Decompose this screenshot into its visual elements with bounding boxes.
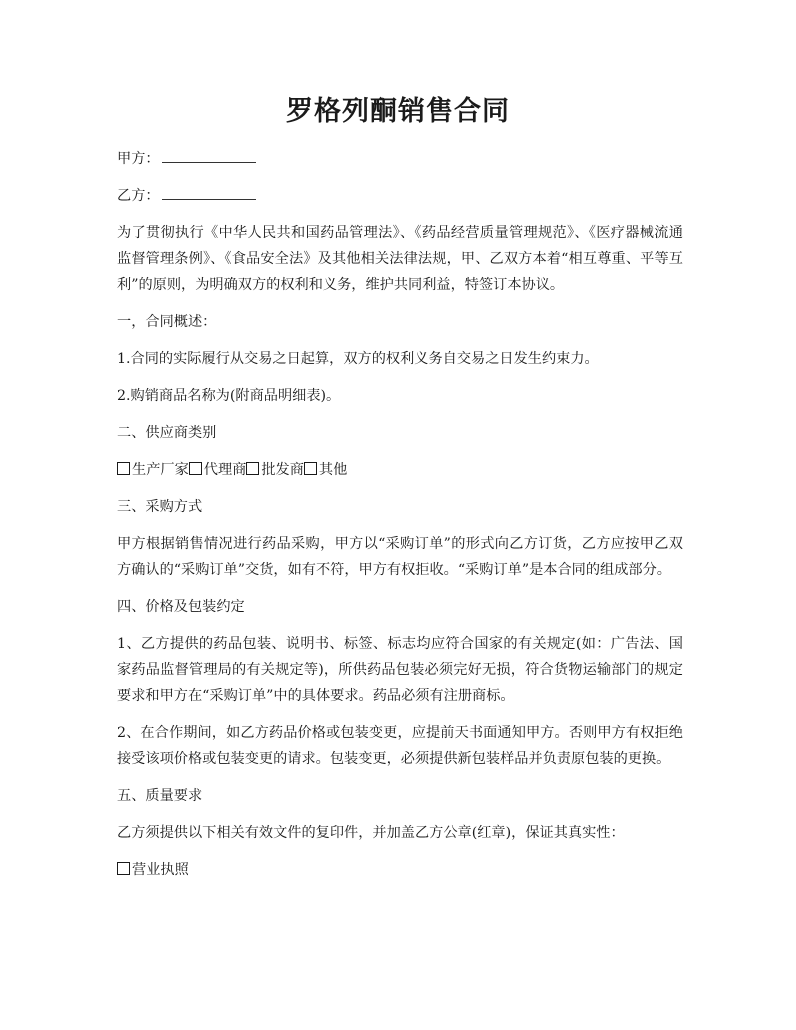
checkbox-icon [117, 462, 130, 475]
party-b-label: 乙方： [117, 188, 160, 204]
checkbox-icon [117, 862, 130, 875]
section4-item: 2、在合作期间，如乙方药品价格或包装变更，应提前天书面通知甲方。否则甲方有权拒绝接受该项价格或包装变更的请求。包装变更，必须提供新包装样品并负责原包装的更换。 [117, 725, 683, 767]
party-b-line [117, 183, 683, 209]
section5-options [117, 857, 683, 883]
section5-heading: 五、质量要求 [117, 788, 203, 804]
party-a-label: 甲方： [117, 151, 160, 167]
section1-item: 1.合同的实际履行从交易之日起算，双方的权利义务自交易之日发生约束力。 [117, 351, 599, 367]
document-title: 罗格列酮销售合同 [286, 96, 510, 127]
party-a-line [117, 146, 683, 172]
document-body [117, 146, 683, 894]
option-manufacturer: 生产厂家 [117, 462, 189, 478]
section4-item: 1、乙方提供的药品包装、说明书、标签、标志均应符合国家的有关规定(如：广告法、国家药品监督管理局的有关规定等)，所供药品包装必须完好无损，符合货物运输部门的规定要求和甲方在“采购订单”中的具体要求。药品必须有注册商标。 [117, 636, 683, 704]
section3-paragraph: 甲方根据销售情况进行药品采购，甲方以“采购订单”的形式向乙方订货，乙方应按甲乙双方确认的“采购订单”交货，如有不符，甲方有权拒收。“采购订单”是本合同的组成部分。 [117, 536, 683, 578]
option-agent: 代理商 [189, 462, 247, 478]
intro-paragraph: 为了贯彻执行《中华人民共和国药品管理法》、《药品经营质量管理规范》、《医疗器械流通监督管理条例》、《食品安全法》及其他相关法律法规，甲、乙双方本着“相互尊重、平等互利”的原则，为明确双方的权利和义务，维护共同利益，特签订本协议。 [117, 225, 683, 293]
section3-heading: 三、采购方式 [117, 499, 203, 515]
section4-heading: 四、价格及包装约定 [117, 599, 245, 615]
checkbox-icon [304, 462, 317, 475]
checkbox-icon [246, 462, 259, 475]
option-wholesaler: 批发商 [246, 462, 304, 478]
section2-heading: 二、供应商类别 [117, 425, 217, 441]
section5-paragraph: 乙方须提供以下相关有效文件的复印件，并加盖乙方公章(红章)，保证其真实性： [117, 825, 625, 841]
checkbox-icon [189, 462, 202, 475]
section1-item: 2.购销商品名称为(附商品明细表)。 [117, 388, 341, 404]
party-b-blank [162, 185, 256, 200]
section1-heading: 一，合同概述： [117, 314, 217, 330]
party-a-blank [162, 148, 256, 163]
supplier-type-options [117, 457, 683, 483]
option-business-license: 营业执照 [117, 862, 189, 878]
option-other: 其他 [304, 462, 347, 478]
